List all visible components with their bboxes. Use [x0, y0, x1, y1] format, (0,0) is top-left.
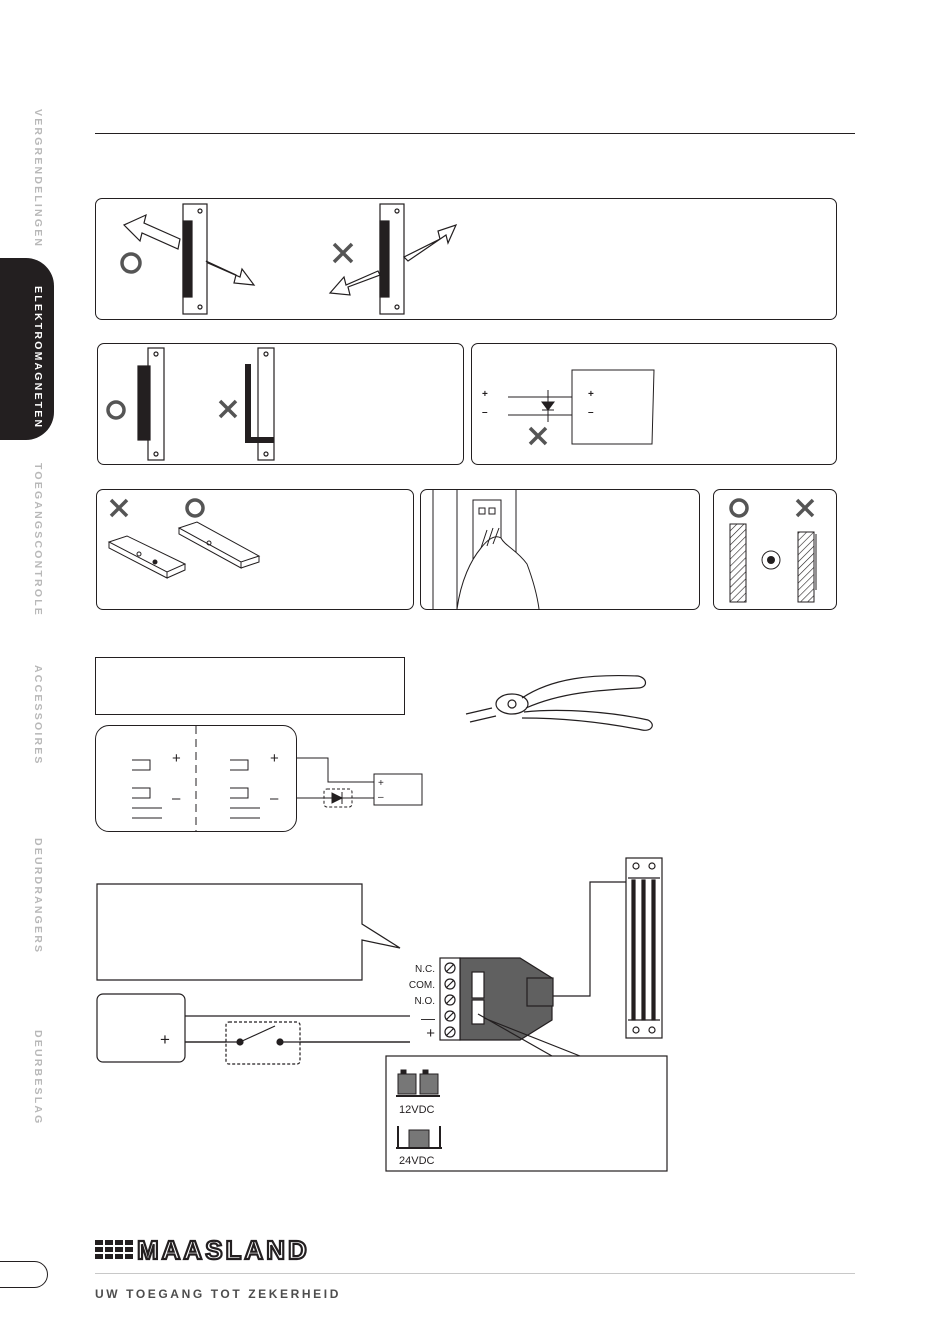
correct-mark-icon [187, 500, 203, 516]
sidebar-item-label: TOEGANGSCONTROLE [32, 462, 44, 617]
wrong-mark-icon [797, 500, 813, 516]
right-minus: – [270, 790, 279, 807]
pliers-illustration [462, 668, 662, 738]
diode-panel [471, 343, 837, 465]
sidebar-item-vergrendelingen[interactable] [0, 104, 44, 254]
terminal-com-label: COM. [408, 980, 435, 991]
sidebar-item-label: ACCESSOIRES [32, 664, 44, 766]
spacer-illustration [714, 490, 836, 609]
psu-minus: – [378, 792, 384, 803]
wrong-mark-icon [334, 244, 352, 262]
diode-plus-right: + [588, 389, 594, 400]
diode-connection [290, 755, 430, 805]
diode-minus-left: – [482, 407, 488, 418]
psu-plus: + [378, 778, 384, 789]
terminal-labels [395, 962, 435, 1042]
terminal-plus-label: + [426, 1025, 435, 1042]
cleaning-panel [420, 489, 700, 610]
orientation-illustration [96, 199, 836, 319]
correct-mark-icon [731, 500, 747, 516]
spacer-panel [713, 489, 837, 610]
terminal-minus-label: — [421, 1010, 435, 1026]
sidebar-item-label: VERGRENDELINGEN [32, 109, 44, 249]
wrong-mark-icon [220, 401, 236, 417]
right-plus: + [270, 750, 279, 767]
diode-illustration [472, 344, 836, 464]
page-number-tab [0, 1261, 48, 1288]
footer-divider [95, 1273, 855, 1274]
sidebar-item-label: DEURDRANGERS [32, 837, 44, 955]
armature-illustration [97, 490, 413, 609]
correct-mark-icon [122, 254, 140, 272]
sidebar-item-accessoires[interactable] [0, 665, 44, 765]
brand-tagline: UW TOEGANG TOT ZEKERHEID [95, 1287, 341, 1301]
diode-plus-left: + [482, 389, 488, 400]
orientation-panel [95, 198, 837, 320]
bracket-panel [97, 343, 464, 465]
wrong-mark-icon [111, 500, 127, 516]
cleaning-illustration [421, 490, 699, 609]
notice-box [95, 657, 405, 715]
diode-minus-right: – [588, 407, 594, 418]
bracket-illustration [98, 344, 463, 464]
armature-panel [96, 489, 414, 610]
left-plus: + [172, 750, 181, 767]
brand-wordmark: MAASLAND [137, 1235, 310, 1265]
power-supply-plus: + [160, 1030, 170, 1049]
controller-illustration [96, 726, 296, 831]
controller-diagram [95, 725, 297, 832]
voltage-12v-label: 12VDC [399, 1104, 435, 1116]
sidebar-item-toegangscontrole[interactable] [0, 460, 44, 620]
correct-mark-icon [108, 402, 124, 418]
sidebar-item-label: DEURBESLAG [32, 1030, 44, 1126]
terminal-no-label: N.O. [414, 996, 435, 1007]
sidebar-item-label: ELEKTROMAGNETEN [32, 286, 44, 430]
connection-diagram [0, 850, 900, 1270]
wrong-mark-icon [530, 428, 546, 444]
sidebar-item-elektromagneten[interactable] [0, 258, 54, 440]
terminal-nc-label: N.C. [415, 964, 435, 975]
voltage-24v-label: 24VDC [399, 1155, 435, 1167]
header-divider [95, 133, 855, 134]
maasland-logo [95, 1235, 385, 1265]
left-minus: – [172, 790, 181, 807]
